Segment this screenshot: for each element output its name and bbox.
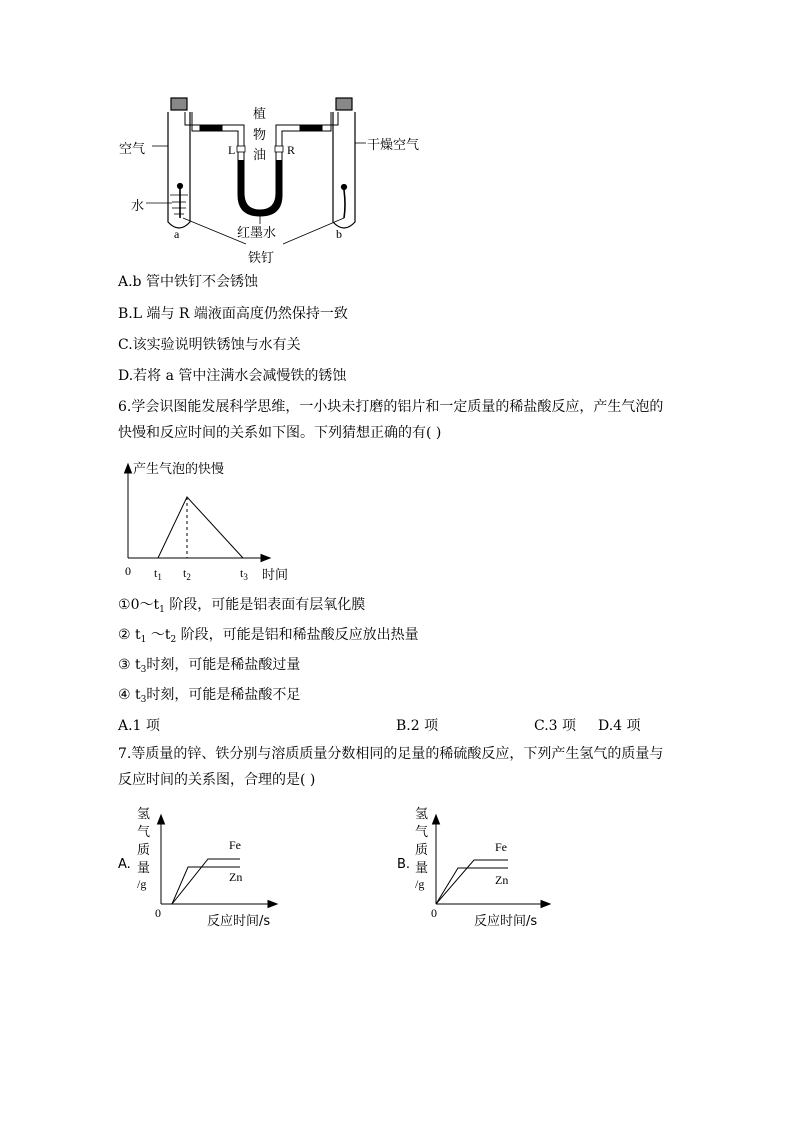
q5-option-b: B.L 端与 R 端液面高度仍然保持一致: [118, 306, 348, 322]
q6-tick-t1: $t_1$: [154, 566, 162, 582]
label-water: 水: [131, 199, 145, 214]
q7b-ylabel-4: 量: [415, 861, 429, 876]
q7a-label-fe: Fe: [229, 838, 241, 852]
label-R: R: [287, 143, 296, 157]
q7b-ylabel-1: 氢: [415, 807, 429, 822]
q7a-ylabel-4: 量: [137, 861, 151, 876]
q7b-ylabel-3: 质: [415, 843, 429, 858]
q5-option-c: C.该实验说明铁锈蚀与水有关: [118, 337, 301, 353]
label-tube-b: b: [336, 227, 342, 241]
q6-tick-t3: $t_3$: [240, 566, 248, 582]
q7b-xlabel: 反应时间/s: [474, 914, 538, 929]
q7-stem-line2: 反应时间的关系图，合理的是( ): [118, 772, 316, 788]
q6-origin: 0: [125, 564, 131, 578]
q7-stem-line1: 7.等质量的锌、铁分别与溶质质量分数相同的足量的稀硫酸反应，下列产生氢气的质量与: [118, 746, 664, 762]
q7b-ylabel-2: 气: [415, 825, 429, 840]
label-air: 空气: [119, 142, 146, 157]
q7a-panel-label: A.: [118, 857, 131, 872]
q6-option-c: C.3 项: [534, 718, 577, 734]
q6-stem-line2: 快慢和反应时间的关系如下图。下列猜想正确的有( ): [118, 425, 442, 441]
q7a-ylabel-5: /g: [137, 877, 147, 891]
label-nails: 铁钉: [248, 251, 275, 266]
q7b-label-fe: Fe: [495, 840, 507, 854]
q7b-origin: 0: [431, 906, 437, 920]
q7a-ylabel-1: 氢: [137, 807, 151, 822]
q6-statement-1: $①0\sim t_1$ 阶段，可能是铝表面有层氧化膜: [118, 597, 366, 615]
q7a-origin: 0: [155, 906, 161, 920]
q6-tick-t2: $t_2$: [183, 566, 191, 582]
q7a-label-zn: Zn: [229, 870, 243, 884]
q6-x-label: 时间: [262, 568, 289, 583]
q6-stem-line1: 6.学会识图能发展科学思维，一小块未打磨的铝片和一定质量的稀盐酸反应，产生气泡的: [118, 399, 664, 415]
q6-option-d: D.4 项: [598, 718, 641, 734]
q6-option-a: A.1 项: [118, 718, 160, 734]
q5-option-d: D.若将 a 管中注满水会减慢铁的锈蚀: [118, 368, 347, 384]
label-veg-oil-1: 植: [253, 107, 267, 122]
label-veg-oil-3: 油: [253, 148, 267, 163]
label-red-ink: 红墨水: [237, 226, 277, 241]
label-dry-air: 干燥空气: [367, 138, 420, 153]
q6-statement-2: ② $t_1$ $\sim t_2$ 阶段，可能是铝和稀盐酸反应放出热量: [118, 627, 419, 645]
q6-y-label: 产生气泡的快慢: [133, 462, 225, 477]
q7b-ylabel-5: /g: [415, 877, 425, 891]
q6-option-b: B.2 项: [396, 718, 439, 734]
q7b-label-zn: Zn: [495, 873, 509, 887]
q7a-ylabel-3: 质: [137, 843, 151, 858]
label-tube-a: a: [174, 227, 180, 241]
q7a-ylabel-2: 气: [137, 825, 151, 840]
q7a-xlabel: 反应时间/s: [207, 914, 271, 929]
label-L: L: [228, 143, 236, 157]
q6-statement-3: ③ $t_3$时刻，可能是稀盐酸过量: [118, 657, 301, 675]
q7b-panel-label: B.: [397, 857, 411, 872]
label-veg-oil-2: 物: [253, 128, 267, 143]
q6-statement-4: ④ $t_3$时刻，可能是稀盐酸不足: [118, 687, 301, 705]
q5-option-a: A.b 管中铁钉不会锈蚀: [118, 274, 258, 290]
